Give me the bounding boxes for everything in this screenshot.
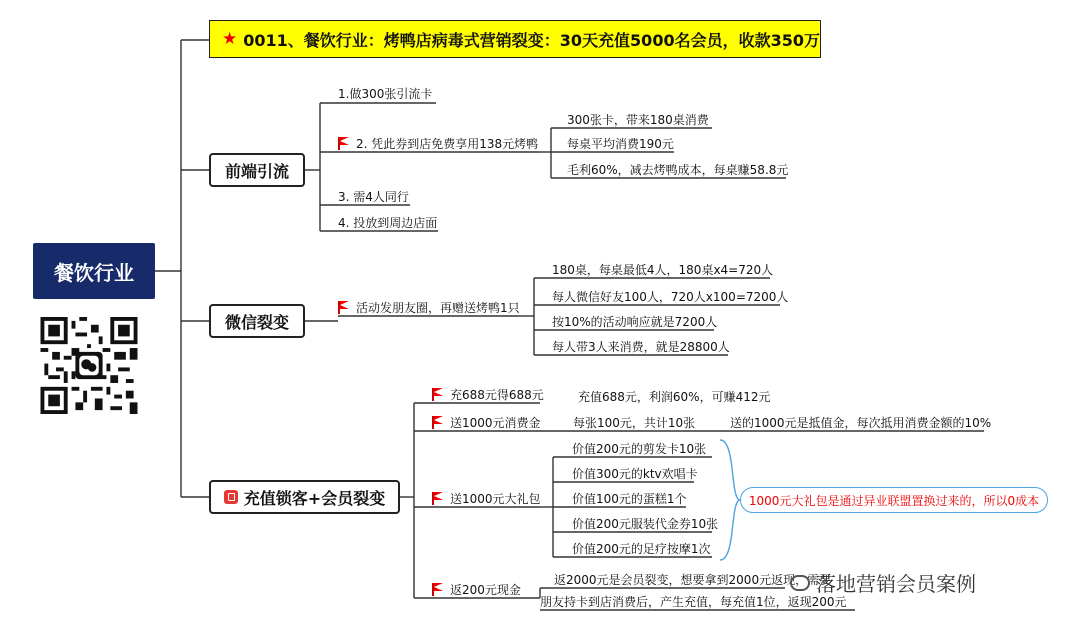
- cash-line-2: 朋友持卡到店消费后，产生充值，每充值1位，返现200元: [540, 595, 847, 609]
- branch-recharge-label: 充值锁客+会员裂变: [243, 488, 386, 508]
- cash-line-1: 返2000元是会员裂变，想要拿到2000元返现，需要: [554, 573, 832, 587]
- wechat-sub-4: 每人带3人来消费，就是28800人: [552, 340, 730, 354]
- root-node: 餐饮行业: [33, 243, 155, 299]
- star-icon: ★: [222, 29, 238, 49]
- recharge-item-3-label: 送1000元大礼包: [450, 492, 541, 506]
- gift-4: 价值200元服装代金券10张: [572, 517, 719, 531]
- front-sub-1: 300张卡，带来180桌消费: [567, 113, 709, 127]
- recharge-item-3: [432, 491, 541, 507]
- wechat-sub-2: 每人微信好友100人，720人x100=7200人: [552, 290, 789, 304]
- flag-icon: [338, 137, 350, 149]
- voucher-detail: 每张100元，共计10张: [573, 416, 696, 430]
- gift-1: 价值200元的剪发卡10张: [572, 442, 707, 456]
- wechat-sub-1: 180桌，每桌最低4人，180桌x4=720人: [552, 263, 774, 277]
- recharge-item-1: [432, 387, 544, 403]
- wechat-item-label: 活动发朋友圈，再赠送烤鸭1只: [356, 301, 520, 315]
- front-item-4: 4. 投放到周边店面: [338, 216, 438, 230]
- wechat-sub-3: 按10%的活动响应就是7200人: [552, 315, 718, 329]
- recharge-item-1-label: 充688元得688元: [450, 388, 544, 402]
- flag-icon: [432, 583, 444, 595]
- qr-code: [39, 317, 139, 414]
- title-text: 0011、餐饮行业：烤鸭店病毒式营销裂变：30天充值5000名会员，收款350万: [243, 30, 820, 50]
- wechat-item: [338, 300, 520, 316]
- bag-icon: [224, 490, 238, 504]
- wechat-icon: [790, 575, 810, 591]
- branch-wechat: 微信裂变: [209, 304, 305, 338]
- front-item-2: [338, 136, 538, 152]
- title-banner: [209, 20, 821, 58]
- recharge-item-2: [432, 415, 541, 431]
- branch-front: 前端引流: [209, 153, 305, 187]
- recharge-item-2-label: 送1000元消费金: [450, 416, 541, 430]
- recharge-item-4-label: 返200元现金: [450, 583, 521, 597]
- branch-recharge: [209, 480, 400, 514]
- recharge-detail: 充值688元，利润60%，可赚412元: [578, 390, 771, 404]
- watermark: [790, 568, 976, 597]
- flag-icon: [338, 301, 350, 313]
- flag-icon: [432, 388, 444, 400]
- gift-3: 价值100元的蛋糕1个: [572, 492, 687, 506]
- voucher-note: 送的1000元是抵值金，每次抵用消费金额的10%: [730, 416, 992, 430]
- flag-icon: [432, 416, 444, 428]
- recharge-item-4: [432, 582, 521, 598]
- front-item-1: 1.做300张引流卡: [338, 87, 433, 101]
- front-item-2-label: 2. 凭此券到店免费享用138元烤鸭: [356, 137, 539, 151]
- gift-note: 1000元大礼包是通过异业联盟置换过来的，所以0成本: [740, 487, 1048, 513]
- front-item-3: 3. 需4人同行: [338, 190, 409, 204]
- gift-5: 价值200元的足疗按摩1次: [572, 542, 711, 556]
- flag-icon: [432, 492, 444, 504]
- watermark-text: 落地营销会员案例: [816, 572, 976, 596]
- gift-2: 价值300元的ktv欢唱卡: [572, 467, 698, 481]
- front-sub-2: 每桌平均消费190元: [567, 137, 674, 151]
- front-sub-3: 毛利60%，减去烤鸭成本，每桌赚58.8元: [567, 163, 789, 177]
